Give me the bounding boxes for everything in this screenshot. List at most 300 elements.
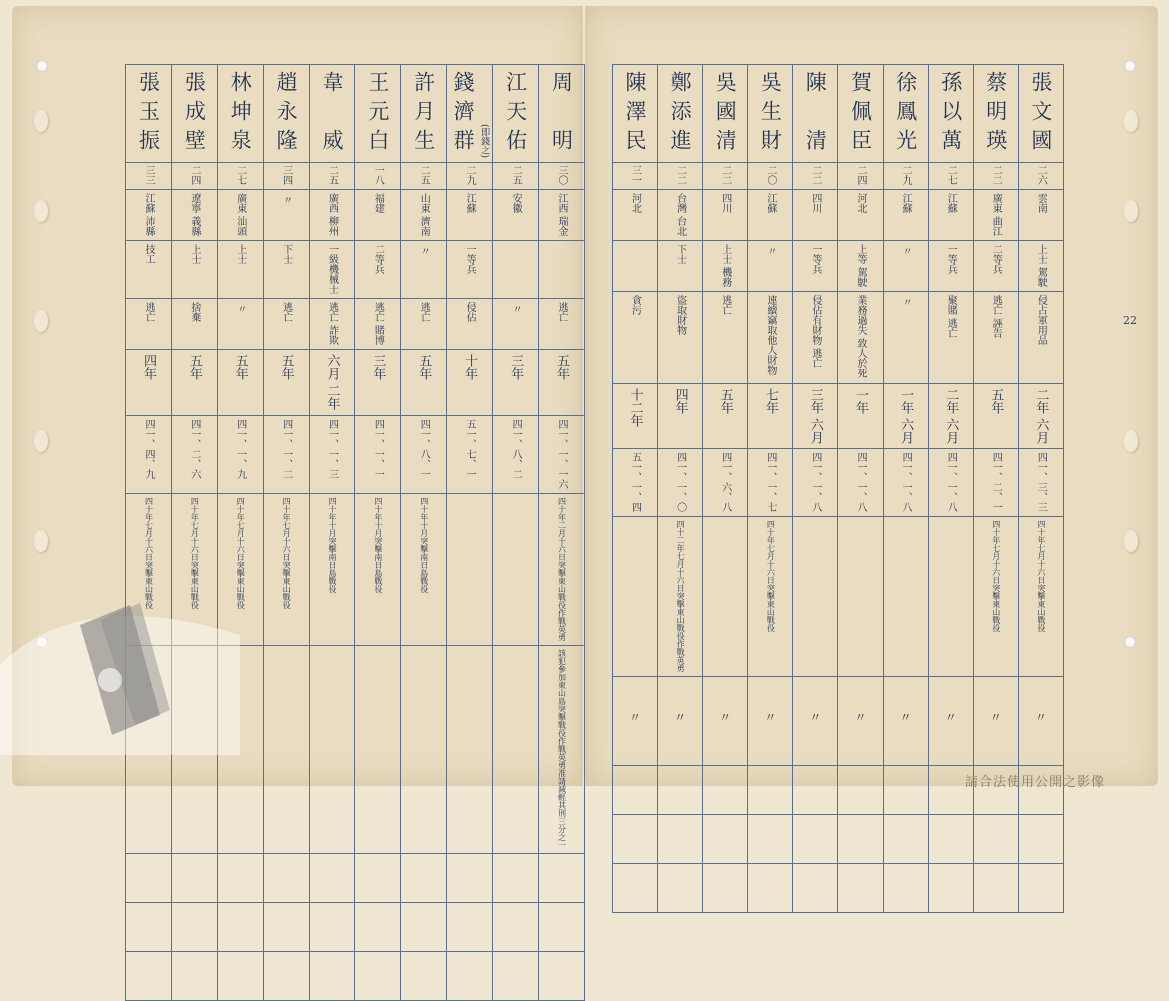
remark-text: 〃 [807, 710, 822, 723]
reason-text: 逃亡 [556, 302, 567, 323]
name-text: 張玉振 [136, 71, 161, 158]
home-text: 河北 [629, 193, 641, 213]
grade-text: 上士 駕駛 [1035, 244, 1047, 288]
cell-remark [1018, 676, 1063, 765]
age-text: 二四 [188, 165, 200, 185]
row-reason [126, 299, 585, 350]
date-text: 四一、一、八 [809, 451, 821, 512]
cell-merit [838, 516, 883, 676]
home-text: 福建 [372, 193, 384, 213]
grade-text: 上士 機務 [719, 244, 731, 288]
cell-tenure [263, 350, 309, 415]
reason-text: 逃亡 [142, 302, 154, 323]
cell-reason [973, 292, 1018, 383]
cell-home [355, 190, 401, 241]
cell-blank [309, 853, 355, 902]
remark-reduction-text: 該犯參加東山島突擊戰役作戰英勇准請減輕其刑三分之一 [557, 648, 567, 849]
binder-hole [1124, 60, 1136, 72]
age-text: 三〇 [556, 165, 567, 185]
cell-reason [658, 292, 703, 383]
cell-blank [309, 902, 355, 951]
cell-age [355, 163, 401, 190]
cell-grade [309, 241, 355, 299]
home-text: 〃 [280, 195, 292, 205]
grade-text: 〃 [764, 246, 776, 257]
name-text: 陳澤民 [623, 71, 648, 158]
cell-blank [838, 814, 883, 863]
cell-date [838, 448, 883, 516]
cell-remark [355, 645, 401, 853]
name-text: 陳 清 [803, 71, 828, 158]
cell-tenure [928, 383, 973, 448]
cell-tenure [309, 350, 355, 415]
cell-date [126, 415, 172, 493]
name-text: 蔡明瑛 [983, 71, 1008, 158]
cell-home [401, 190, 447, 241]
tenure-text: 十二年 [627, 387, 643, 427]
cell-reason [838, 292, 883, 383]
date-text: 五一、一、四 [629, 451, 641, 512]
date-text: 四一、二、一 [990, 451, 1002, 512]
cell-age [447, 163, 493, 190]
cell-date [447, 415, 493, 493]
cell-blank [401, 951, 447, 1000]
remark-text: 〃 [762, 710, 777, 723]
tenure-text: 七年 [762, 387, 778, 414]
remark-text: 〃 [898, 710, 913, 723]
merit-text: 四十年七月十六日突擊東山戰役 [282, 496, 292, 609]
merit-text: 四十年十月突擊南日島戰役 [373, 496, 383, 593]
cell-date [883, 448, 928, 516]
reason-text: 連續竊取他人財物 [764, 295, 776, 376]
reason-text: 〃 [234, 304, 246, 315]
cell-blank [539, 902, 585, 951]
cell-merit [355, 493, 401, 645]
home-text: 山東 濟南 [418, 193, 430, 237]
cell-blank [793, 765, 838, 814]
cell-reason [171, 299, 217, 350]
cell-reason [703, 292, 748, 383]
reason-text: 逃亡 詐欺 [326, 302, 338, 346]
date-text: 四一、六、八 [719, 451, 731, 512]
row-home [613, 190, 1064, 241]
home-text: 江西 瑞金 [556, 193, 567, 237]
cell-remark [613, 676, 658, 765]
cell-blank [309, 951, 355, 1000]
cell-blank [838, 863, 883, 912]
name-text: 張文國 [1028, 71, 1053, 158]
name-text: 徐鳳光 [893, 71, 918, 158]
age-text: 三三 [142, 165, 154, 185]
age-text: 一八 [372, 165, 384, 185]
cell-tenure [1018, 383, 1063, 448]
reason-text: 盜取財物 [674, 295, 686, 336]
cell-remark [401, 645, 447, 853]
age-text: 二〇 [764, 165, 776, 185]
date-text: 四一、八、二 [510, 418, 522, 479]
cell-merit [793, 516, 838, 676]
merit-text: 四十年十月突擊南日島戰役 [419, 496, 429, 593]
cell-home [447, 190, 493, 241]
cell-date [401, 415, 447, 493]
cell-reason [263, 299, 309, 350]
cell-merit [493, 493, 539, 645]
name-text: 吳生財 [758, 71, 783, 158]
cell-merit [539, 493, 585, 645]
cell-name [613, 65, 658, 163]
age-text: 二二 [719, 165, 731, 185]
cell-blank [217, 853, 263, 902]
cell-grade [355, 241, 401, 299]
date-text: 四一、一、一 [372, 418, 384, 479]
cell-blank [658, 863, 703, 912]
cell-grade [658, 241, 703, 292]
cell-age [171, 163, 217, 190]
cell-home [793, 190, 838, 241]
cell-tenure [539, 350, 585, 415]
cell-tenure [171, 350, 217, 415]
tenure-text: 六月 二年 [324, 354, 340, 411]
reason-text: 逃亡 [719, 295, 731, 316]
tenure-text: 五年 [278, 354, 294, 381]
cell-remark [263, 645, 309, 853]
merit-text: 四十年七月十六日突擊東山戰役 [144, 496, 154, 609]
cell-merit [1018, 516, 1063, 676]
cell-reason [613, 292, 658, 383]
cell-date [973, 448, 1018, 516]
age-text: 二二 [809, 165, 821, 185]
date-text: 四一、一、八 [945, 451, 957, 512]
reason-text: 貪污 [629, 295, 641, 316]
name-text: 吳國清 [713, 71, 738, 158]
cell-home [1018, 190, 1063, 241]
cell-blank [126, 951, 172, 1000]
row-grade [126, 241, 585, 299]
cell-tenure [401, 350, 447, 415]
cell-remark [493, 645, 539, 853]
age-text: 二四 [855, 165, 867, 185]
tenure-text: 三年 [508, 354, 524, 381]
cell-age [658, 163, 703, 190]
cell-blank [401, 902, 447, 951]
cell-name [703, 65, 748, 163]
cell-home [126, 190, 172, 241]
age-text: 二九 [900, 165, 912, 185]
remark-text: 〃 [853, 710, 868, 723]
cell-blank [493, 951, 539, 1000]
cell-blank [447, 951, 493, 1000]
grade-text: 一等兵 [464, 244, 476, 275]
cell-reason [539, 299, 585, 350]
cell-date [658, 448, 703, 516]
cell-blank [973, 863, 1018, 912]
cell-blank [883, 765, 928, 814]
row-blank [613, 814, 1064, 863]
cell-blank [658, 814, 703, 863]
cell-home [973, 190, 1018, 241]
tenure-text: 五年 [717, 387, 733, 414]
usage-watermark: 請合法使用公開之影像 [965, 775, 1106, 790]
date-text: 四一、八、一 [418, 418, 430, 479]
cell-age [1018, 163, 1063, 190]
reason-text: 侵佔 [464, 302, 476, 323]
grade-text: 〃 [900, 246, 912, 257]
cell-blank [748, 863, 793, 912]
date-text: 四一、一、七 [764, 451, 776, 512]
home-text: 廣東 汕頭 [234, 193, 246, 237]
cell-remark [748, 676, 793, 765]
age-text: 二二 [990, 165, 1002, 185]
cell-remark [658, 676, 703, 765]
cell-age [309, 163, 355, 190]
cell-blank [126, 853, 172, 902]
cell-tenure [973, 383, 1018, 448]
cell-tenure [613, 383, 658, 448]
cell-name [171, 65, 217, 163]
row-remark [613, 676, 1064, 765]
row-blank [126, 951, 585, 1000]
cell-age [883, 163, 928, 190]
cell-tenure [748, 383, 793, 448]
cell-tenure [793, 383, 838, 448]
cell-name [793, 65, 838, 163]
cell-blank [263, 853, 309, 902]
cell-age [973, 163, 1018, 190]
merit-text: 四十年七月十六日突擊東山戰役 [991, 519, 1001, 632]
date-text: 四一、一、一六 [556, 418, 567, 489]
cell-age [493, 163, 539, 190]
grade-text: 上等 駕駛 [855, 244, 867, 288]
cell-grade [217, 241, 263, 299]
remark-text: 〃 [988, 710, 1003, 723]
name-text: 賀佩臣 [848, 71, 873, 158]
cell-merit [447, 493, 493, 645]
cell-blank [793, 814, 838, 863]
cell-reason [217, 299, 263, 350]
name-text: 韋 威 [320, 71, 344, 158]
cell-blank [928, 863, 973, 912]
home-text: 四川 [719, 193, 731, 213]
cell-blank [658, 765, 703, 814]
tenure-text: 五年 [416, 354, 432, 381]
date-text: 四一、三、三 [1035, 451, 1047, 512]
cell-grade [171, 241, 217, 299]
cell-reason [1018, 292, 1063, 383]
cell-name [309, 65, 355, 163]
merit-text: 四十二年七月十六日突擊東山戰役作戰英勇 [676, 519, 686, 672]
date-text: 四一、一、八 [900, 451, 912, 512]
row-merit [613, 516, 1064, 676]
grade-text: 技工 [142, 244, 154, 265]
cell-reason [447, 299, 493, 350]
age-text: 三四 [280, 165, 292, 185]
cell-grade [539, 241, 585, 299]
tenure-text: 一年 六月 [898, 387, 914, 444]
cell-blank [748, 765, 793, 814]
cell-date [263, 415, 309, 493]
cell-name [838, 65, 883, 163]
reason-text: 業務過失 致人於死 [855, 295, 867, 379]
cell-blank [126, 902, 172, 951]
cell-reason [493, 299, 539, 350]
archive-logo-watermark [0, 595, 250, 755]
grade-text: 一等兵 [809, 244, 821, 275]
cell-grade [703, 241, 748, 292]
remark-text: 〃 [1033, 710, 1048, 723]
age-text: 二九 [464, 165, 476, 185]
cell-grade [838, 241, 883, 292]
name-text: 江天佑 [503, 71, 528, 158]
cell-blank [973, 814, 1018, 863]
reason-text: 〃 [510, 304, 522, 315]
cell-age [793, 163, 838, 190]
reason-text: 聚賭 逃亡 [945, 295, 957, 339]
cell-reason [883, 292, 928, 383]
cell-blank [703, 765, 748, 814]
cell-remark [883, 676, 928, 765]
cell-date [613, 448, 658, 516]
home-text: 江蘇 [464, 193, 476, 213]
name-text: 許月生 [411, 71, 436, 158]
cell-grade [263, 241, 309, 299]
cell-blank [447, 853, 493, 902]
name-text: 錢濟群 [451, 71, 476, 158]
cell-blank [263, 951, 309, 1000]
merit-text: 四十年七月十六日突擊東山戰役 [1036, 519, 1046, 632]
name-text: 孫以萬 [938, 71, 963, 158]
cell-tenure [447, 350, 493, 415]
cell-age [748, 163, 793, 190]
date-text: 四一、四、九 [142, 418, 154, 479]
cell-name [217, 65, 263, 163]
reason-text: 逃亡 [280, 302, 292, 323]
cell-home [493, 190, 539, 241]
cell-blank [447, 902, 493, 951]
name-text: 張成壁 [182, 71, 207, 158]
paper-dent [34, 530, 48, 552]
cell-home [613, 190, 658, 241]
cell-reason [793, 292, 838, 383]
age-text: 二七 [945, 165, 957, 185]
cell-date [539, 415, 585, 493]
tenure-text: 二年 六月 [943, 387, 959, 444]
reason-text: 〃 [900, 297, 912, 308]
binder-hole [1124, 636, 1136, 648]
cell-blank [928, 814, 973, 863]
reason-text: 侵佔有財物 逃亡 [809, 295, 821, 369]
cell-date [793, 448, 838, 516]
age-text: 二五 [326, 165, 338, 185]
paper-dent [1124, 110, 1138, 132]
cell-blank [401, 853, 447, 902]
name-text: 鄭添進 [668, 71, 693, 158]
date-text: 四一、一、九 [234, 418, 246, 479]
date-text: 四一、一、三 [326, 418, 338, 479]
date-text: 五一、七、一 [464, 418, 476, 479]
grade-text: 一等兵 [945, 244, 957, 275]
cell-merit [613, 516, 658, 676]
cell-remark [928, 676, 973, 765]
cell-reason [126, 299, 172, 350]
name-text: 周 明 [549, 71, 574, 158]
cell-date [748, 448, 793, 516]
cell-age [401, 163, 447, 190]
cell-date [493, 415, 539, 493]
cell-reason [401, 299, 447, 350]
cell-blank [703, 863, 748, 912]
grade-text: 二等兵 [990, 244, 1002, 275]
paper-dent [1124, 430, 1138, 452]
cell-blank [883, 814, 928, 863]
cell-blank [217, 951, 263, 1000]
cell-home [539, 190, 585, 241]
cell-tenure [217, 350, 263, 415]
cell-blank [171, 902, 217, 951]
tenure-text: 五年 [186, 354, 202, 381]
cell-merit [928, 516, 973, 676]
home-text: 江蘇 [900, 193, 912, 213]
cell-grade [973, 241, 1018, 292]
home-text: 遼寧 義縣 [188, 193, 200, 237]
remark-text: 〃 [672, 710, 687, 723]
cell-name [1018, 65, 1063, 163]
reason-text: 逃亡 誣告 [990, 295, 1002, 339]
cell-merit [263, 493, 309, 645]
home-text: 江蘇 [764, 193, 776, 213]
cell-blank [355, 902, 401, 951]
cell-name [539, 65, 585, 163]
tenure-text: 三年 [370, 354, 386, 381]
page-number: 22 [1123, 314, 1137, 327]
cell-date [309, 415, 355, 493]
date-text: 四一、一、〇 [674, 451, 686, 512]
cell-grade [883, 241, 928, 292]
cell-grade [793, 241, 838, 292]
tenure-text: 十年 [462, 354, 478, 381]
cell-grade [748, 241, 793, 292]
cell-grade [447, 241, 493, 299]
cell-age [838, 163, 883, 190]
cell-tenure [126, 350, 172, 415]
cell-home [263, 190, 309, 241]
cell-age [613, 163, 658, 190]
grade-text: 〃 [418, 246, 430, 257]
cell-blank [171, 951, 217, 1000]
cell-blank [703, 814, 748, 863]
cell-tenure [703, 383, 748, 448]
date-text: 四一、一、二 [280, 418, 292, 479]
cell-blank [613, 863, 658, 912]
cell-remark [309, 645, 355, 853]
paper-dent [34, 200, 48, 222]
row-tenure [613, 383, 1064, 448]
row-age [126, 163, 585, 190]
home-text: 四川 [809, 193, 821, 213]
cell-grade [401, 241, 447, 299]
merit-text: 四十年二月十六日突擊東山戰役作戰英勇 [557, 496, 567, 641]
tenure-text: 四年 [672, 387, 688, 414]
cell-blank [493, 902, 539, 951]
cell-grade [613, 241, 658, 292]
cell-age [217, 163, 263, 190]
home-text: 江蘇 沛縣 [142, 193, 154, 237]
row-home [126, 190, 585, 241]
row-blank [126, 853, 585, 902]
cell-blank [263, 902, 309, 951]
cell-remark [447, 645, 493, 853]
grade-text: 下士 [280, 244, 292, 265]
date-text: 四一、一、八 [855, 451, 867, 512]
